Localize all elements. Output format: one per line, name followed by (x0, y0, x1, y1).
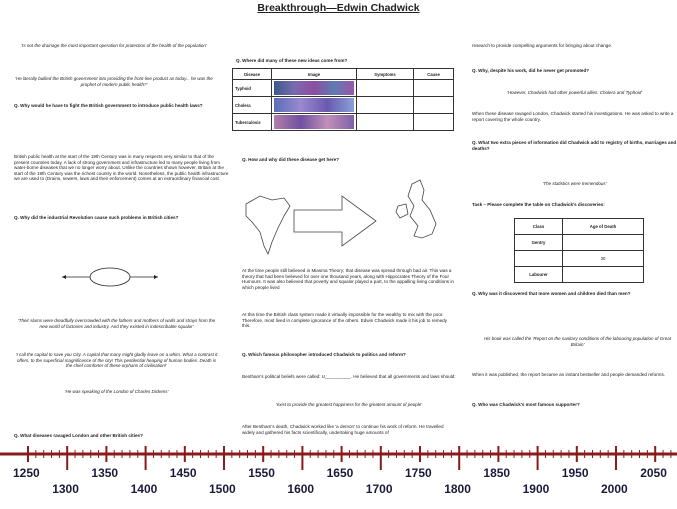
col-symptoms: Symptoms (357, 69, 414, 80)
question-disease-arrival: Q. How and why did these disease get here? (242, 157, 340, 162)
india-britain-diagram (238, 176, 460, 266)
britain-map-icon (396, 180, 436, 238)
timeline-year: 1800 (444, 482, 471, 496)
paragraph-bentham: Bentham's political beliefs were called: U__________. He believed that all governments and laws should: (242, 374, 456, 379)
class-cell: Labourer (515, 267, 563, 283)
timeline-year: 1550 (248, 466, 275, 480)
timeline-year: 1900 (522, 482, 550, 496)
cause-cell[interactable] (414, 97, 454, 114)
table-row (515, 235, 644, 251)
bacteria-image (274, 115, 354, 129)
table-row (515, 251, 644, 267)
paragraph-miasma: At the time people still believed in Miasma Theory; that disease was spread through bad air. This was a theory that had been believed for over one thousand years, along with Hippocrates Theory of the Four Humours. It was also believed that poverty and squalor played a part, to the appalling living conditions in which people lived (242, 268, 454, 290)
question-industrial-revolution: Q. Why did the industrial Revolution cause such problems in British cities? (14, 215, 179, 220)
disease-table-header (233, 69, 454, 80)
arrow-right-icon (154, 275, 158, 279)
task-complete-table: Task – Please complete the table on Chadwick's discoveries: (472, 202, 605, 207)
question-new-ideas: Q. Where did many of these new ideas come from? (236, 58, 348, 63)
timeline-year: 1450 (169, 466, 197, 480)
class-cell: Gentry (515, 235, 563, 251)
timeline-year: 2000 (601, 482, 628, 496)
quote-drainage: 'Is not the drainage the most important operation for protection of the health of the population' (21, 43, 207, 48)
timeline-year: 1350 (91, 466, 119, 480)
paragraph-class-system: At this time the British class system made it virtually impossible for the wealthy to mix with the poor. Therefore, most lived in complete ignorance of the others. Edwin Chadwick made it his job to remedy this. (242, 312, 448, 329)
image-cell (272, 97, 357, 114)
timeline-year: 1650 (326, 466, 354, 480)
row-cholera: Cholera (233, 97, 272, 114)
diagram-ellipse (90, 268, 130, 286)
question-fight-government: Q. Why would he have to fight the British government to introduce public health laws? (14, 103, 203, 108)
question-promotion: Q. Why, despite his work, did he never get promoted? (472, 68, 590, 73)
arrow-left-icon (62, 275, 66, 279)
quote-dickens: 'He was speaking of the London of Charles Dickens' (64, 389, 169, 394)
timeline-year: 1950 (561, 466, 589, 480)
col-image: Image (272, 69, 357, 80)
timeline-year: 1700 (365, 482, 393, 496)
question-women-children: Q. Why was it discovered that more women and children died than men? (472, 291, 631, 296)
timeline-year: 1850 (483, 466, 511, 480)
col-disease: Disease (233, 69, 272, 80)
col-age-of-death: Age of Death (563, 219, 644, 235)
paragraph-public-health: British public health at the start of the 19th Century was in many respects very similar to that of the present countries today. A lack of strong government and infrastructure led to many people living from water-borne diseases that we no longer worry about. Unlike the countries shown however, Britain at the start of the 19th Century was the richest country in the world. Nonetheless, the public health infrastructure we are used to (Drains, sewers, laws and their enforcement) comes at an extraordinary financial cost. (14, 154, 229, 182)
question-philosopher: Q. Which famous philosopher introduced Chadwick to politics and reform? (242, 352, 406, 357)
timeline-year: 1250 (13, 466, 40, 480)
paragraph-bestseller: When it was published, the report became an instant bestseller and people demanded reforms. (472, 372, 666, 377)
disease-table (232, 68, 454, 131)
timeline-year: 1750 (405, 466, 432, 480)
age-cell[interactable] (563, 267, 644, 283)
quote-statistics: 'The statistics were tremendous' (542, 181, 607, 186)
class-cell[interactable] (515, 251, 563, 267)
timeline-year: 1400 (130, 482, 158, 496)
big-arrow-icon (294, 196, 376, 246)
page-title: Breakthrough—Edwin Chadwick (257, 2, 420, 14)
age-cell: 30 (563, 251, 644, 267)
age-cell[interactable] (563, 235, 644, 251)
question-registry: Q. What two extra pieces of information did Chadwick add to registry of births, marriages and deaths? (472, 140, 677, 151)
paragraph-after-bentham: After Bentham's death, Chadwick worked like 'a demon' to continue his work of reform. He travelled widely and gathered his facts scientifically, undertaking huge amounts of (242, 424, 444, 435)
class-age-table (514, 218, 644, 283)
timeline-year: 1600 (287, 482, 315, 496)
col-cause: Cause (414, 69, 454, 80)
cause-diagram (60, 262, 190, 292)
image-cell (272, 114, 357, 131)
table-row (515, 267, 644, 283)
quote-happiness: 'exist to provide the greatest happiness for the greatest amount of people' (275, 402, 423, 407)
symptoms-cell[interactable] (357, 80, 414, 97)
question-diseases: Q. What diseases ravaged London and other British cities? (14, 433, 143, 438)
question-supporter: Q. Who was Chadwick's most famous supporter? (472, 402, 580, 407)
quote-slums: 'Their slums were dreadfully overcrowded with the fathers and mothers of waifs and strays from the new world of factories and industry. And they existed in indescribable squalor' (17, 318, 216, 329)
quote-capital: 'I call the capital to save you City. A capital that many might gladly leave on a whim. What a contrast it offers, to the superficial magnificence of the city! This pestilential heaping of human bodies. Death is the chief comforter of these orphans of civilisation!' (15, 352, 218, 369)
timeline-year: 2050 (640, 466, 667, 480)
class-age-header (515, 219, 644, 235)
table-row (233, 114, 454, 131)
timeline-year: 1500 (209, 482, 236, 496)
image-cell (272, 80, 357, 97)
symptoms-cell[interactable] (357, 114, 414, 131)
col-class: Class (515, 219, 563, 235)
quote-prophet: 'He literally bullied the British government into providing the front-line product as today... he was the prophet of modern public health?' (15, 76, 213, 87)
bacteria-image (274, 81, 354, 95)
row-typhoid: Typhoid (233, 80, 272, 97)
table-row (233, 80, 454, 97)
paragraph-investigations: When these disease ravaged London, Chadwick started his investigations. He was asked to write a report covering the whole country. (472, 111, 674, 122)
cause-cell[interactable] (414, 80, 454, 97)
row-tuberculosis: Tuberculosis (233, 114, 272, 131)
india-map-icon (246, 196, 290, 254)
quote-report-title: His book was called the 'Report on the sanitary conditions of the labouring population of Great Britain' (484, 336, 671, 347)
symptoms-cell[interactable] (357, 97, 414, 114)
bacteria-image (274, 98, 354, 112)
cause-cell[interactable] (414, 114, 454, 131)
quote-allies: 'However, Chadwick had other powerful allies: Cholera and Typhoid' (506, 90, 643, 95)
timeline-year: 1300 (52, 482, 79, 496)
table-row (233, 97, 454, 114)
paragraph-research: research to provide compelling arguments for bringing about change. (472, 43, 613, 48)
